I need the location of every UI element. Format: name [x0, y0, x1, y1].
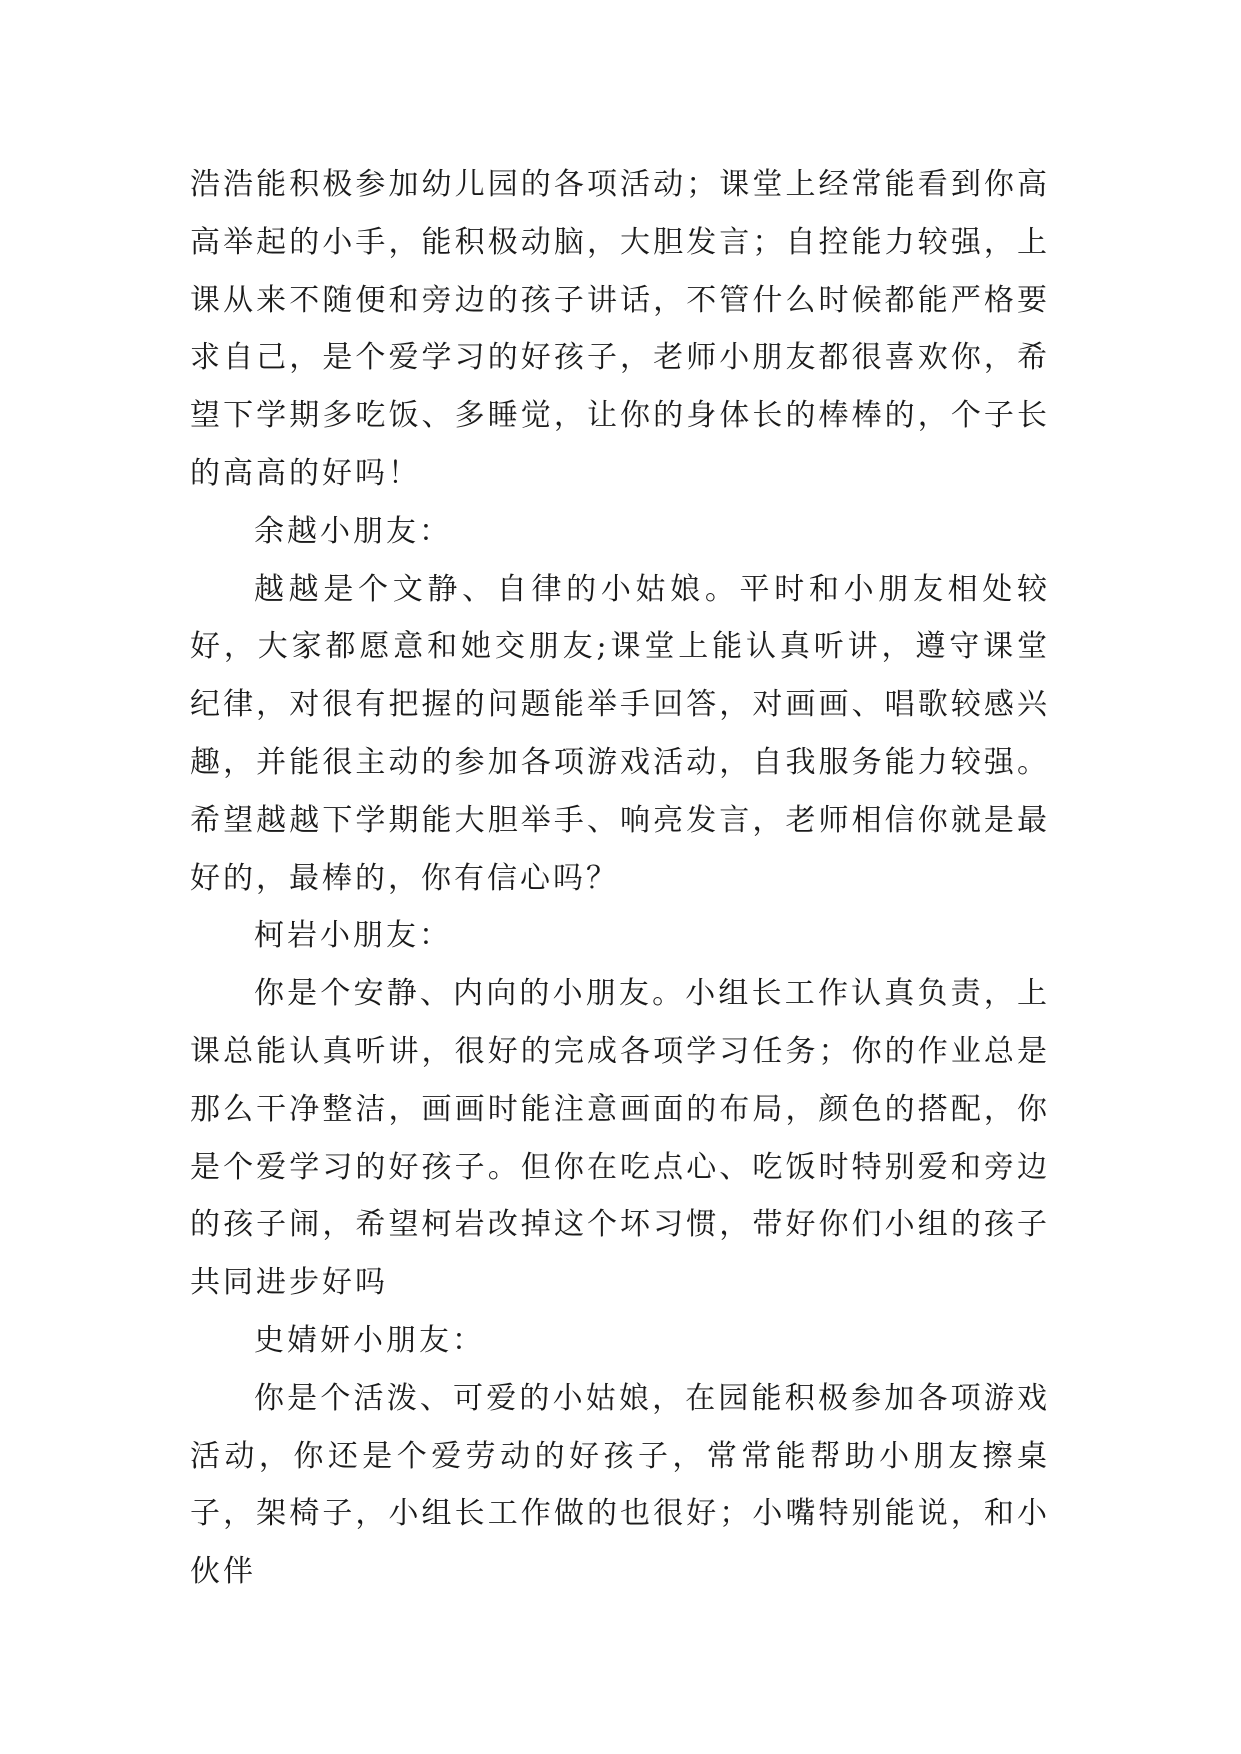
heading-yu-yue: 余越小朋友：: [254, 513, 452, 549]
paragraph-haohao: 浩浩能积极参加幼儿园的各项活动；课堂上经常能看到你高高举起的小手，能积极动脑，大胆发言；自控能力较强，上课从来不随便和旁边的孩子讲话，不管什么时候都能严格要求自己，是个爱学习的好孩子，老师小朋友都很喜欢你，希望下学期多吃饭、多睡觉，让你的身体长的棒棒的，个子长的高高的好吗！: [190, 167, 1050, 491]
paragraph-ke-yan: 你是个安静、内向的小朋友。小组长工作认真负责，上课总能认真听讲，很好的完成各项学习任务；你的作业总是那么干净整洁，画画时能注意画面的布局，颜色的搭配，你是个爱学习的好孩子。但你在吃点心、吃饭时特别爱和旁边的孩子闹，希望柯岩改掉这个坏习惯，带好你们小组的孩子共同进步好吗: [190, 976, 1050, 1301]
heading-shi-jingyan: 史婧妍小朋友：: [254, 1322, 485, 1358]
paragraph-yu-yue: 越越是个文静、自律的小姑娘。平时和小朋友相处较好，大家都愿意和她交朋友;课堂上能认真听讲，遵守课堂纪律，对很有把握的问题能举手回答，对画画、唱歌较感兴趣，并能很主动的参加各项游戏活动，自我服务能力较强。希望越越下学期能大胆举手、响亮发言，老师相信你就是最好的，最棒的，你有信心吗？: [190, 571, 1050, 896]
document-body: [190, 156, 1050, 1601]
paragraph-shi-jingyan: 你是个活泼、可爱的小姑娘，在园能积极参加各项游戏活动，你还是个爱劳动的好孩子，常常能帮助小朋友擦桌子，架椅子，小组长工作做的也很好；小嘴特别能说，和小伙伴: [190, 1380, 1050, 1590]
heading-ke-yan: 柯岩小朋友：: [254, 918, 452, 954]
